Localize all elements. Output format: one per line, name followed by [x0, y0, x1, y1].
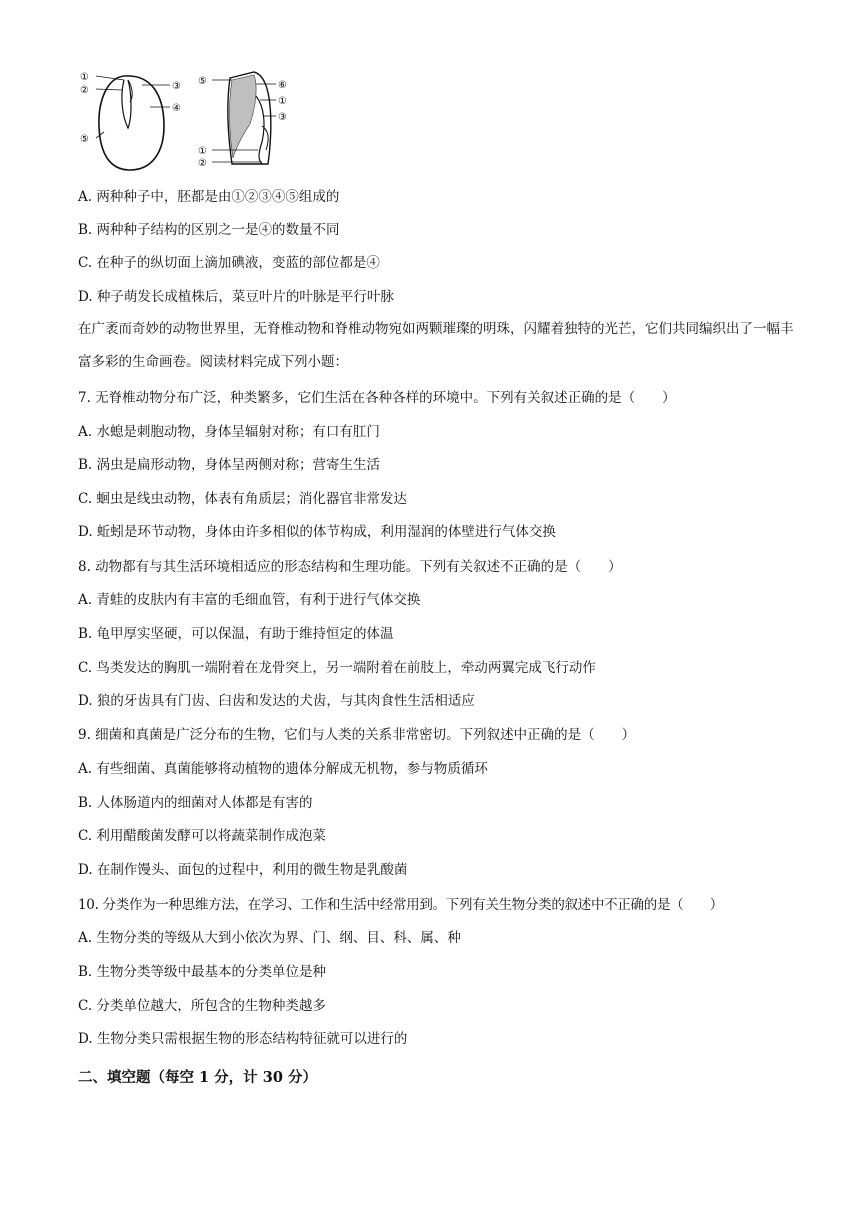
corn-label-2: ② [198, 158, 207, 169]
q10-stem: 10. 分类作为一种思维方法，在学习、工作和生活中经常用到。下列有关生物分类的叙述中不正确的是（ ） [78, 897, 723, 913]
q9-option-c: C. 利用醋酸菌发酵可以将蔬菜制作成泡菜 [78, 828, 326, 844]
q10-option-a: A. 生物分类的等级从大到小依次为界、门、纲、目、科、属、种 [78, 930, 461, 946]
q9-stem: 9. 细菌和真菌是广泛分布的生物，它们与人类的关系非常密切。下列叙述中正确的是（ ） [78, 727, 636, 743]
q8-option-b: B. 龟甲厚实坚硬，可以保温，有助于维持恒定的体温 [78, 626, 394, 642]
q8-option-a: A. 青蛙的皮肤内有丰富的毛细血管，有利于进行气体交换 [78, 592, 421, 608]
reading-material: 在广袤而奇妙的动物世界里，无脊椎动物和脊椎动物宛如两颗璀璨的明珠，闪耀着独特的光芒，它们共同编织出了一幅丰富多彩的生命画卷。阅读材料完成下列小题： [78, 321, 794, 370]
q9-option-b: B. 人体肠道内的细菌对人体都是有害的 [78, 795, 313, 811]
q7-option-c: C. 蛔虫是线虫动物，体表有角质层；消化器官非常发达 [78, 491, 407, 507]
bean-label-4: ④ [172, 103, 181, 114]
q7-option-a: A. 水螅是刺胞动物，身体呈辐射对称；有口有肛门 [78, 424, 380, 440]
bean-label-5: ⑤ [80, 134, 89, 145]
q8-option-d: D. 狼的牙齿具有门齿、臼齿和发达的犬齿，与其肉食性生活相适应 [78, 693, 475, 709]
corn-embryo [256, 96, 264, 164]
q7-option-b: B. 涡虫是扁形动物，身体呈两侧对称；营寄生生活 [78, 457, 381, 473]
q10-option-d: D. 生物分类只需根据生物的形态结构特征就可以进行的 [78, 1031, 408, 1047]
bean-label-1: ① [80, 72, 89, 83]
seed-structure-figure [72, 66, 312, 176]
q10-option-c: C. 分类单位越大，所包含的生物种类越多 [78, 998, 326, 1014]
corn-label-5: ⑤ [198, 76, 207, 87]
q6-option-c: C. 在种子的纵切面上滴加碘液，变蓝的部位都是④ [78, 255, 380, 271]
q7-stem: 7. 无脊椎动物分布广泛，种类繁多，它们生活在各种各样的环境中。下列有关叙述正确的是（ ） [78, 390, 676, 406]
q6-option-a: A. 两种种子中，胚都是由①②③④⑤组成的 [78, 189, 340, 205]
bean-embryo-line [122, 80, 131, 128]
q9-option-a: A. 有些细菌、真菌能够将动植物的遗体分解成无机物，参与物质循环 [78, 761, 488, 777]
q6-option-b: B. 两种种子结构的区别之一是④的数量不同 [78, 222, 340, 238]
q8-option-c: C. 鸟类发达的胸肌一端附着在龙骨突上，另一端附着在前肢上，牵动两翼完成飞行动作 [78, 660, 596, 676]
q9-option-d: D. 在制作馒头、面包的过程中，利用的微生物是乳酸菌 [78, 862, 408, 878]
corn-label-1b: ① [198, 146, 207, 157]
q7-option-d: D. 蚯蚓是环节动物，身体由许多相似的体节构成，利用湿润的体壁进行气体交换 [78, 524, 556, 540]
q10-option-b: B. 生物分类等级中最基本的分类单位是种 [78, 964, 327, 980]
q6-option-d: D. 种子萌发长成植株后，菜豆叶片的叶脉是平行叶脉 [78, 289, 394, 305]
corn-label-6: ⑥ [278, 80, 287, 91]
bean-label-3: ③ [172, 81, 181, 92]
corn-label-3: ③ [278, 112, 287, 123]
corn-label-1a: ① [278, 96, 287, 107]
section-2-heading: 二、填空题（每空 1 分，计 30 分） [78, 1069, 317, 1086]
q8-stem: 8. 动物都有与其生活环境相适应的形态结构和生理功能。下列有关叙述不正确的是（ ） [78, 559, 622, 575]
bean-label-2: ② [80, 85, 89, 96]
corn-endosperm [229, 75, 256, 158]
